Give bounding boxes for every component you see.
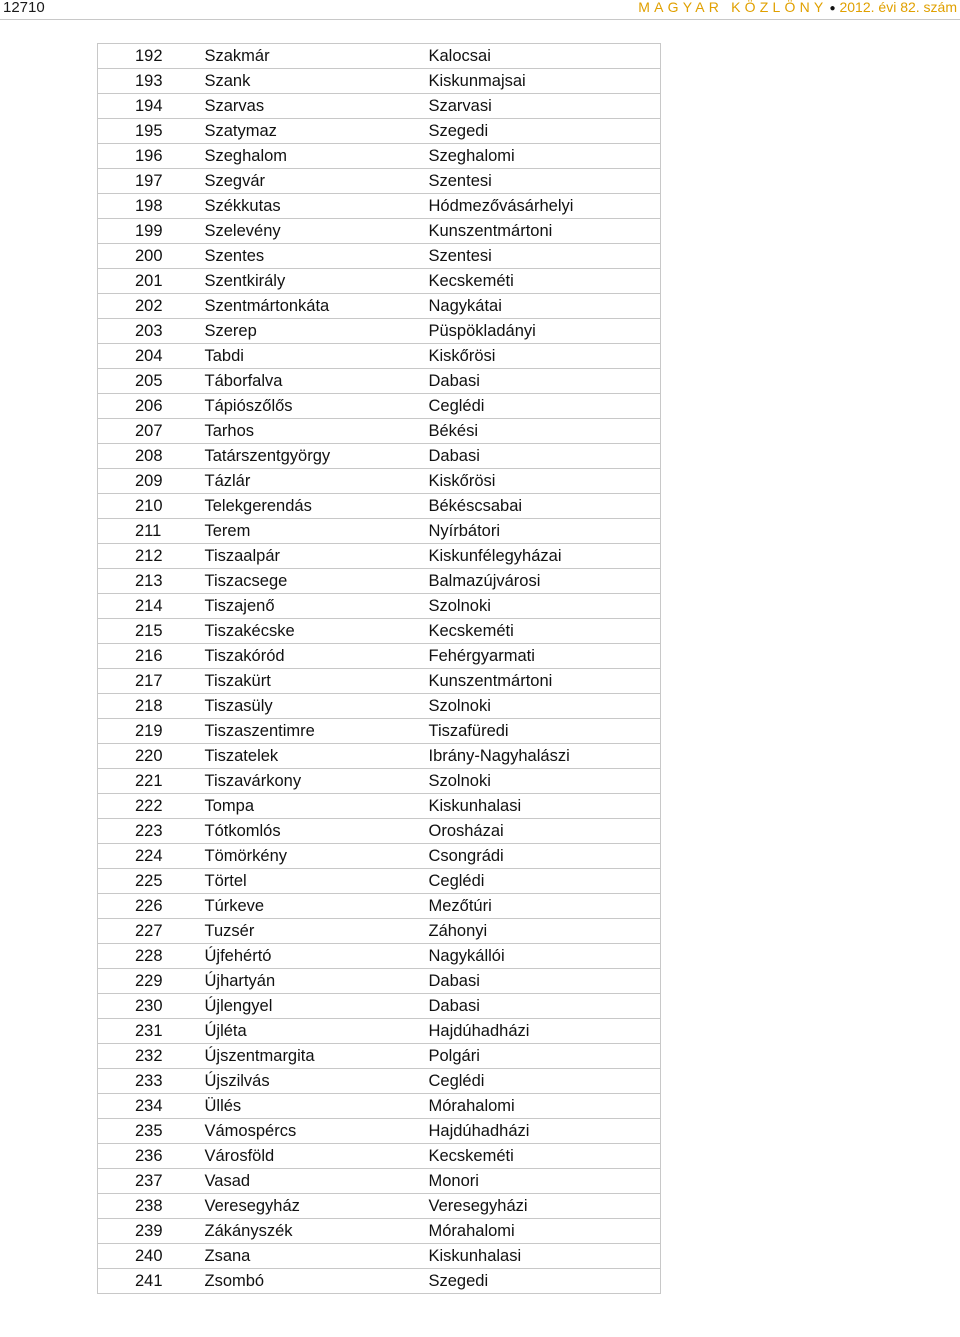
table-row bbox=[98, 944, 661, 969]
district-name: Kiskőrösi bbox=[426, 344, 661, 369]
table-row bbox=[98, 319, 661, 344]
row-number: 240 bbox=[98, 1244, 201, 1269]
journal-name: MAGYAR KÖZLÖNY bbox=[638, 0, 828, 15]
district-name: Mórahalomi bbox=[426, 1219, 661, 1244]
row-number: 196 bbox=[98, 144, 201, 169]
row-number: 197 bbox=[98, 169, 201, 194]
settlement-name: Szentmártonkáta bbox=[201, 294, 426, 319]
table-row bbox=[98, 369, 661, 394]
table-row bbox=[98, 969, 661, 994]
row-number: 225 bbox=[98, 869, 201, 894]
row-number: 236 bbox=[98, 1144, 201, 1169]
settlement-name: Újhartyán bbox=[201, 969, 426, 994]
district-name: Kiskunfélegyházai bbox=[426, 544, 661, 569]
table-row bbox=[98, 569, 661, 594]
settlement-name: Terem bbox=[201, 519, 426, 544]
settlement-name: Táborfalva bbox=[201, 369, 426, 394]
district-name: Békéscsabai bbox=[426, 494, 661, 519]
row-number: 207 bbox=[98, 419, 201, 444]
table-row bbox=[98, 494, 661, 519]
table-row bbox=[98, 44, 661, 69]
district-name: Szeghalomi bbox=[426, 144, 661, 169]
table-row bbox=[98, 669, 661, 694]
row-number: 228 bbox=[98, 944, 201, 969]
settlement-name: Tiszatelek bbox=[201, 744, 426, 769]
settlement-name: Tápiószőlős bbox=[201, 394, 426, 419]
row-number: 216 bbox=[98, 644, 201, 669]
district-name: Nagykátai bbox=[426, 294, 661, 319]
settlement-name: Tompa bbox=[201, 794, 426, 819]
header-divider bbox=[0, 19, 960, 20]
district-name: Dabasi bbox=[426, 369, 661, 394]
district-name: Kiskunmajsai bbox=[426, 69, 661, 94]
row-number: 221 bbox=[98, 769, 201, 794]
table-row bbox=[98, 269, 661, 294]
row-number: 212 bbox=[98, 544, 201, 569]
district-name: Dabasi bbox=[426, 994, 661, 1019]
table-row bbox=[98, 394, 661, 419]
district-name: Nyírbátori bbox=[426, 519, 661, 544]
table-row bbox=[98, 419, 661, 444]
table-row bbox=[98, 1194, 661, 1219]
row-number: 239 bbox=[98, 1219, 201, 1244]
table-row bbox=[98, 1069, 661, 1094]
settlement-name: Tiszaszentimre bbox=[201, 719, 426, 744]
row-number: 217 bbox=[98, 669, 201, 694]
table-row bbox=[98, 769, 661, 794]
table-row bbox=[98, 94, 661, 119]
row-number: 220 bbox=[98, 744, 201, 769]
settlement-name: Veresegyház bbox=[201, 1194, 426, 1219]
district-name: Kunszentmártoni bbox=[426, 669, 661, 694]
table-row bbox=[98, 244, 661, 269]
row-number: 209 bbox=[98, 469, 201, 494]
row-number: 203 bbox=[98, 319, 201, 344]
district-name: Monori bbox=[426, 1169, 661, 1194]
district-name: Veresegyházi bbox=[426, 1194, 661, 1219]
row-number: 234 bbox=[98, 1094, 201, 1119]
settlement-name: Újszilvás bbox=[201, 1069, 426, 1094]
table-row bbox=[98, 644, 661, 669]
table-row bbox=[98, 744, 661, 769]
district-name: Kalocsai bbox=[426, 44, 661, 69]
settlement-name: Szakmár bbox=[201, 44, 426, 69]
row-number: 229 bbox=[98, 969, 201, 994]
row-number: 215 bbox=[98, 619, 201, 644]
settlement-name: Szank bbox=[201, 69, 426, 94]
settlement-name: Városföld bbox=[201, 1144, 426, 1169]
district-name: Kiskunhalasi bbox=[426, 1244, 661, 1269]
district-name: Csongrádi bbox=[426, 844, 661, 869]
row-number: 238 bbox=[98, 1194, 201, 1219]
table-row bbox=[98, 1144, 661, 1169]
row-number: 224 bbox=[98, 844, 201, 869]
table-row bbox=[98, 344, 661, 369]
table-row bbox=[98, 619, 661, 644]
settlement-table bbox=[97, 43, 661, 1294]
table-row bbox=[98, 919, 661, 944]
row-number: 192 bbox=[98, 44, 201, 69]
settlement-name: Újszentmargita bbox=[201, 1044, 426, 1069]
settlement-name: Szarvas bbox=[201, 94, 426, 119]
page-header bbox=[0, 0, 960, 20]
table-row bbox=[98, 1219, 661, 1244]
table-row bbox=[98, 1169, 661, 1194]
district-name: Szolnoki bbox=[426, 769, 661, 794]
district-name: Ceglédi bbox=[426, 394, 661, 419]
row-number: 230 bbox=[98, 994, 201, 1019]
district-name: Kunszentmártoni bbox=[426, 219, 661, 244]
settlement-name: Vasad bbox=[201, 1169, 426, 1194]
row-number: 219 bbox=[98, 719, 201, 744]
district-name: Kecskeméti bbox=[426, 619, 661, 644]
table-row bbox=[98, 519, 661, 544]
district-name: Mezőtúri bbox=[426, 894, 661, 919]
table-row bbox=[98, 819, 661, 844]
row-number: 231 bbox=[98, 1019, 201, 1044]
district-name: Dabasi bbox=[426, 444, 661, 469]
row-number: 198 bbox=[98, 194, 201, 219]
table-row bbox=[98, 719, 661, 744]
district-name: Szentesi bbox=[426, 169, 661, 194]
district-name: Balmazújvárosi bbox=[426, 569, 661, 594]
settlement-name: Tömörkény bbox=[201, 844, 426, 869]
district-name: Szolnoki bbox=[426, 594, 661, 619]
row-number: 211 bbox=[98, 519, 201, 544]
row-number: 235 bbox=[98, 1119, 201, 1144]
settlement-name: Törtel bbox=[201, 869, 426, 894]
table-row bbox=[98, 169, 661, 194]
settlement-name: Tázlár bbox=[201, 469, 426, 494]
row-number: 205 bbox=[98, 369, 201, 394]
table-row bbox=[98, 994, 661, 1019]
district-name: Tiszafüredi bbox=[426, 719, 661, 744]
settlement-name: Tiszavárkony bbox=[201, 769, 426, 794]
table-row bbox=[98, 794, 661, 819]
settlement-name: Telekgerendás bbox=[201, 494, 426, 519]
district-name: Kecskeméti bbox=[426, 1144, 661, 1169]
district-name: Hódmezővásárhelyi bbox=[426, 194, 661, 219]
table-row bbox=[98, 444, 661, 469]
settlement-name: Szatymaz bbox=[201, 119, 426, 144]
table-row bbox=[98, 219, 661, 244]
table-row bbox=[98, 544, 661, 569]
table-row bbox=[98, 1269, 661, 1294]
district-name: Dabasi bbox=[426, 969, 661, 994]
row-number: 223 bbox=[98, 819, 201, 844]
row-number: 202 bbox=[98, 294, 201, 319]
settlement-name: Szerep bbox=[201, 319, 426, 344]
row-number: 232 bbox=[98, 1044, 201, 1069]
settlement-name: Szeghalom bbox=[201, 144, 426, 169]
page-number: 12710 bbox=[3, 0, 45, 16]
district-name: Hajdúhadházi bbox=[426, 1019, 661, 1044]
table-row bbox=[98, 194, 661, 219]
table-row bbox=[98, 694, 661, 719]
district-name: Mórahalomi bbox=[426, 1094, 661, 1119]
table-row bbox=[98, 1119, 661, 1144]
table-row bbox=[98, 869, 661, 894]
settlement-name: Vámospércs bbox=[201, 1119, 426, 1144]
row-number: 208 bbox=[98, 444, 201, 469]
settlement-name: Tiszakóród bbox=[201, 644, 426, 669]
settlement-name: Tiszakürt bbox=[201, 669, 426, 694]
settlement-name: Zsana bbox=[201, 1244, 426, 1269]
district-name: Orosházai bbox=[426, 819, 661, 844]
district-name: Szolnoki bbox=[426, 694, 661, 719]
row-number: 200 bbox=[98, 244, 201, 269]
settlement-name: Tatárszentgyörgy bbox=[201, 444, 426, 469]
table-row bbox=[98, 894, 661, 919]
settlement-name: Szentes bbox=[201, 244, 426, 269]
row-number: 233 bbox=[98, 1069, 201, 1094]
row-number: 237 bbox=[98, 1169, 201, 1194]
district-name: Hajdúhadházi bbox=[426, 1119, 661, 1144]
district-name: Békési bbox=[426, 419, 661, 444]
settlement-name: Szegvár bbox=[201, 169, 426, 194]
table-row bbox=[98, 69, 661, 94]
settlement-name: Újfehértó bbox=[201, 944, 426, 969]
settlement-name: Újléta bbox=[201, 1019, 426, 1044]
row-number: 210 bbox=[98, 494, 201, 519]
district-name: Püspökladányi bbox=[426, 319, 661, 344]
row-number: 241 bbox=[98, 1269, 201, 1294]
district-name: Kiskőrösi bbox=[426, 469, 661, 494]
settlement-name: Tótkomlós bbox=[201, 819, 426, 844]
table-row bbox=[98, 144, 661, 169]
row-number: 213 bbox=[98, 569, 201, 594]
district-name: Ibrány-Nagyhalászi bbox=[426, 744, 661, 769]
row-number: 227 bbox=[98, 919, 201, 944]
row-number: 204 bbox=[98, 344, 201, 369]
settlement-name: Tiszaalpár bbox=[201, 544, 426, 569]
settlement-name: Zsombó bbox=[201, 1269, 426, 1294]
table-row bbox=[98, 469, 661, 494]
settlement-name: Üllés bbox=[201, 1094, 426, 1119]
row-number: 218 bbox=[98, 694, 201, 719]
table-row bbox=[98, 844, 661, 869]
row-number: 193 bbox=[98, 69, 201, 94]
table-row bbox=[98, 119, 661, 144]
row-number: 226 bbox=[98, 894, 201, 919]
settlement-name: Tuzsér bbox=[201, 919, 426, 944]
settlement-name: Tiszajenő bbox=[201, 594, 426, 619]
table-row bbox=[98, 1019, 661, 1044]
row-number: 201 bbox=[98, 269, 201, 294]
table-row bbox=[98, 294, 661, 319]
settlement-name: Tarhos bbox=[201, 419, 426, 444]
settlement-name: Újlengyel bbox=[201, 994, 426, 1019]
bullet-separator-icon: ● bbox=[829, 3, 836, 14]
row-number: 214 bbox=[98, 594, 201, 619]
table-row bbox=[98, 1044, 661, 1069]
table-row bbox=[98, 594, 661, 619]
settlement-name: Zákányszék bbox=[201, 1219, 426, 1244]
row-number: 199 bbox=[98, 219, 201, 244]
row-number: 195 bbox=[98, 119, 201, 144]
district-name: Szentesi bbox=[426, 244, 661, 269]
table-row bbox=[98, 1094, 661, 1119]
settlement-name: Tiszacsege bbox=[201, 569, 426, 594]
row-number: 222 bbox=[98, 794, 201, 819]
settlement-name: Tiszakécske bbox=[201, 619, 426, 644]
settlement-name: Tabdi bbox=[201, 344, 426, 369]
settlement-table-body bbox=[98, 44, 661, 1294]
issue-label: 2012. évi 82. szám bbox=[839, 0, 957, 15]
settlement-name: Túrkeve bbox=[201, 894, 426, 919]
district-name: Szegedi bbox=[426, 119, 661, 144]
settlement-name: Szentkirály bbox=[201, 269, 426, 294]
table-row bbox=[98, 1244, 661, 1269]
district-name: Ceglédi bbox=[426, 869, 661, 894]
district-name: Szarvasi bbox=[426, 94, 661, 119]
district-name: Ceglédi bbox=[426, 1069, 661, 1094]
running-title bbox=[638, 0, 957, 15]
settlement-name: Tiszasüly bbox=[201, 694, 426, 719]
district-name: Kiskunhalasi bbox=[426, 794, 661, 819]
district-name: Szegedi bbox=[426, 1269, 661, 1294]
district-name: Nagykállói bbox=[426, 944, 661, 969]
district-name: Polgári bbox=[426, 1044, 661, 1069]
settlement-name: Székkutas bbox=[201, 194, 426, 219]
settlement-name: Szelevény bbox=[201, 219, 426, 244]
district-name: Fehérgyarmati bbox=[426, 644, 661, 669]
row-number: 194 bbox=[98, 94, 201, 119]
district-name: Záhonyi bbox=[426, 919, 661, 944]
district-name: Kecskeméti bbox=[426, 269, 661, 294]
row-number: 206 bbox=[98, 394, 201, 419]
